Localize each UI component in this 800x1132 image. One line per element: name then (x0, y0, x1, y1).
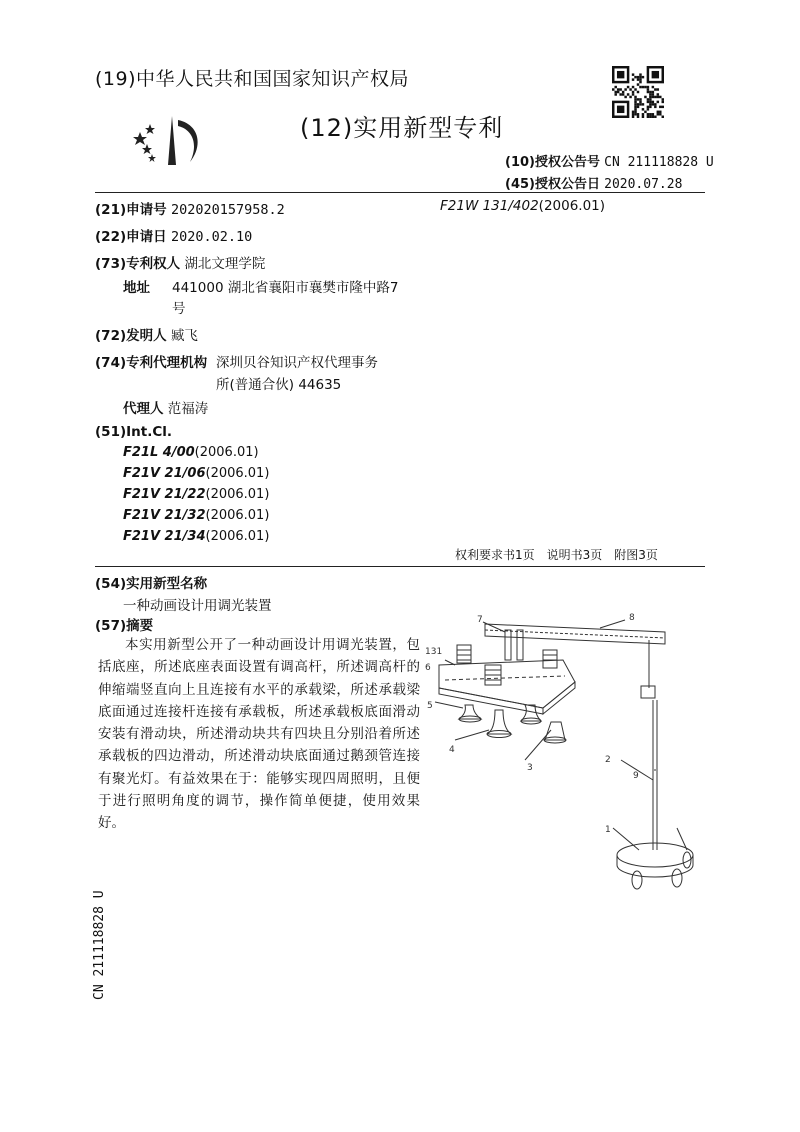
filing-date-label: (22)申请日 (95, 229, 167, 245)
side-publication-number: CN 211118828 U (92, 890, 107, 1000)
publication-number (505, 151, 714, 170)
application-number-label: (21)申请号 (95, 202, 167, 218)
utility-model-title-label: (54)实用新型名称 (95, 576, 208, 592)
publication-number-value: CN 211118828 U (604, 155, 714, 170)
figure-label: 4 (449, 745, 455, 755)
figure-label: 9 (633, 771, 639, 781)
utility-model-title: 一种动画设计用调光装置 (123, 598, 272, 614)
publication-date (505, 173, 682, 192)
application-number-value: 202020157958.2 (170, 202, 285, 218)
page-counts: 权利要求书1页 说明书3页 附图3页 (455, 548, 658, 562)
inventor (95, 324, 198, 344)
document-type: (12)实用新型专利 (300, 114, 504, 142)
cnipa-logo-icon (132, 110, 212, 170)
intcl-label: (51)Int.Cl. (95, 424, 173, 440)
address-line2: 号 (172, 301, 186, 317)
inventor-label: (72)发明人 (95, 328, 167, 344)
agent-value: 范福涛 (167, 401, 209, 417)
figure-label: 5 (427, 701, 433, 711)
figure-label: 131 (425, 647, 443, 657)
filing-date (95, 225, 252, 245)
section-divider (95, 566, 705, 567)
base-shape (617, 843, 693, 867)
ipc-main-code: F21W 131/402 (440, 198, 539, 214)
publication-date-value: 2020.07.28 (604, 177, 683, 192)
agency-line2: 所(普通合伙) 44635 (216, 377, 342, 393)
patentee (95, 252, 265, 272)
agency-label: (74)专利代理机构 (95, 355, 208, 371)
qr-code-icon (612, 66, 664, 118)
intcl-item: F21V 21/06(2006.01) (123, 466, 270, 481)
publication-date-label: (45)授权公告日 (505, 177, 600, 192)
agency-line1: 深圳贝谷知识产权代理事务 (216, 355, 378, 371)
figure-label: 8 (629, 613, 635, 623)
office-name: (19)中华人民共和国国家知识产权局 (95, 68, 410, 90)
agent (123, 397, 208, 417)
abstract-text: 本实用新型公开了一种动画设计用调光装置，包括底座，所述底座表面设置有调高杆，所述调高杆的伸缩端竖直向上且连接有水平的承载梁，所述承载梁底面通过连接杆连接有承载板，所述承载板底面滑动安装有滑动块，所述滑动块共有四块且分别沿着所述承载板的四边滑动，所述滑动块底面通过鹅颈管连接有聚光灯。有益效果在于：能够实现四周照明，且便于进行照明角度的调节，操作简单便捷，使用效果好。 (98, 637, 420, 832)
device-figure (425, 610, 705, 910)
figure-label: 3 (527, 763, 533, 773)
address-label: 地址 (123, 280, 150, 296)
intcl-item: F21L 4/00(2006.01) (123, 445, 259, 460)
figure-label: 2 (605, 755, 611, 765)
figure-label: 1 (605, 825, 611, 835)
agent-label: 代理人 (123, 401, 164, 417)
intcl-item: F21V 21/22(2006.01) (123, 487, 270, 502)
ipc-main (440, 198, 605, 214)
publication-number-label: (10)授权公告号 (505, 155, 600, 170)
header-divider (95, 192, 705, 193)
address-line1: 441000 湖北省襄阳市襄樊市隆中路7 (172, 280, 399, 296)
figure-label: 7 (477, 615, 483, 625)
ipc-main-year: (2006.01) (538, 198, 606, 214)
inventor-value: 臧飞 (170, 328, 198, 344)
abstract-label: (57)摘要 (95, 618, 154, 634)
filing-date-value: 2020.02.10 (170, 229, 253, 245)
intcl-item: F21V 21/32(2006.01) (123, 508, 270, 523)
figure-label: 6 (425, 663, 431, 673)
application-number (95, 198, 285, 218)
patentee-value: 湖北文理学院 (184, 256, 266, 272)
patentee-label: (73)专利权人 (95, 256, 181, 272)
intcl-item: F21V 21/34(2006.01) (123, 529, 270, 544)
